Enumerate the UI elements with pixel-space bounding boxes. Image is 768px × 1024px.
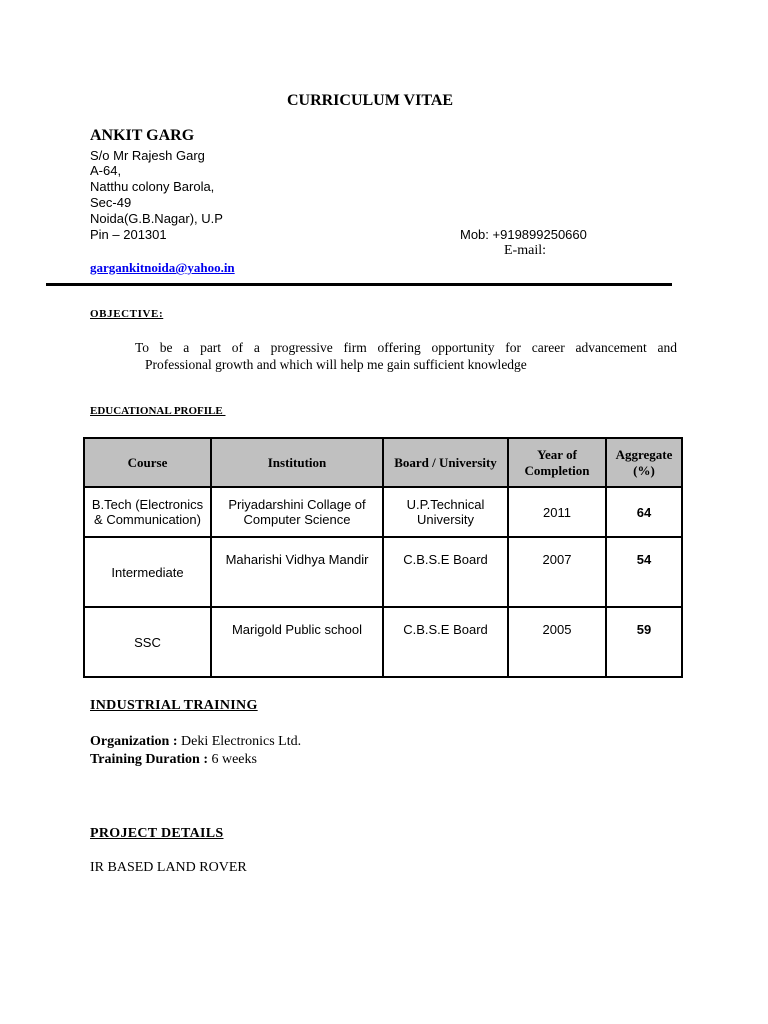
table-header-row [84,438,682,487]
table-cell: 59 [606,607,682,677]
column-header: Board / University [383,438,508,487]
table-row [84,607,682,677]
organization-label: Organization : [90,734,178,749]
table-cell: 54 [606,537,682,607]
candidate-name: ANKIT GARG [90,127,195,144]
table-cell: 64 [606,487,682,537]
address-line: Noida(G.B.Nagar), U.P [90,211,223,226]
email-link[interactable]: gargankitnoida@yahoo.in [90,260,235,275]
address-line: Pin – 201301 [90,227,167,242]
table-cell: Maharishi Vidhya Mandir [211,537,383,607]
table-cell: SSC [84,607,211,677]
table-cell: 2011 [508,487,606,537]
mobile-number: Mob: +919899250660 [460,227,587,242]
duration-value: 6 weeks [207,752,257,767]
education-table [83,437,683,678]
email-label: E-mail: [504,243,546,258]
table-cell: 2007 [508,537,606,607]
column-header: Course [84,438,211,487]
table-cell: C.B.S.E Board [383,607,508,677]
column-header: Institution [211,438,383,487]
duration-label: Training Duration : [90,752,208,767]
organization-value: Deki Electronics Ltd. [177,734,302,749]
objective-text-line1: To be a part of a progressive firm offering opportunity for career advancement and [135,340,677,355]
document-title: CURRICULUM VITAE [286,92,454,109]
table-cell: 2005 [508,607,606,677]
address-line: A-64, [90,163,122,178]
project-name: IR BASED LAND ROVER [90,860,247,875]
address-line: Natthu colony Barola, [90,179,215,194]
divider [46,283,672,286]
project-heading: PROJECT DETAILS [90,826,224,841]
table-cell: C.B.S.E Board [383,537,508,607]
column-header: Year of Completion [508,438,606,487]
table-cell: U.P.Technical University [383,487,508,537]
table-row [84,487,682,537]
table-cell: Marigold Public school [211,607,383,677]
table-cell: Priyadarshini Collage of Computer Science [211,487,383,537]
table-row [84,537,682,607]
objective-heading: OBJECTIVE: [90,308,164,320]
column-header: Aggregate (%) [606,438,682,487]
training-duration [90,752,257,768]
education-heading: EDUCATIONAL PROFILE [90,405,226,417]
training-organization [90,734,301,750]
objective-text-line2: Professional growth and which will help me gain sufficient knowledge [145,357,527,372]
address-line: S/o Mr Rajesh Garg [90,148,205,163]
training-heading: INDUSTRIAL TRAINING [90,698,258,713]
table-cell: B.Tech (Electronics & Communication) [84,487,211,537]
table-cell: Intermediate [84,537,211,607]
address-line: Sec-49 [90,195,132,210]
